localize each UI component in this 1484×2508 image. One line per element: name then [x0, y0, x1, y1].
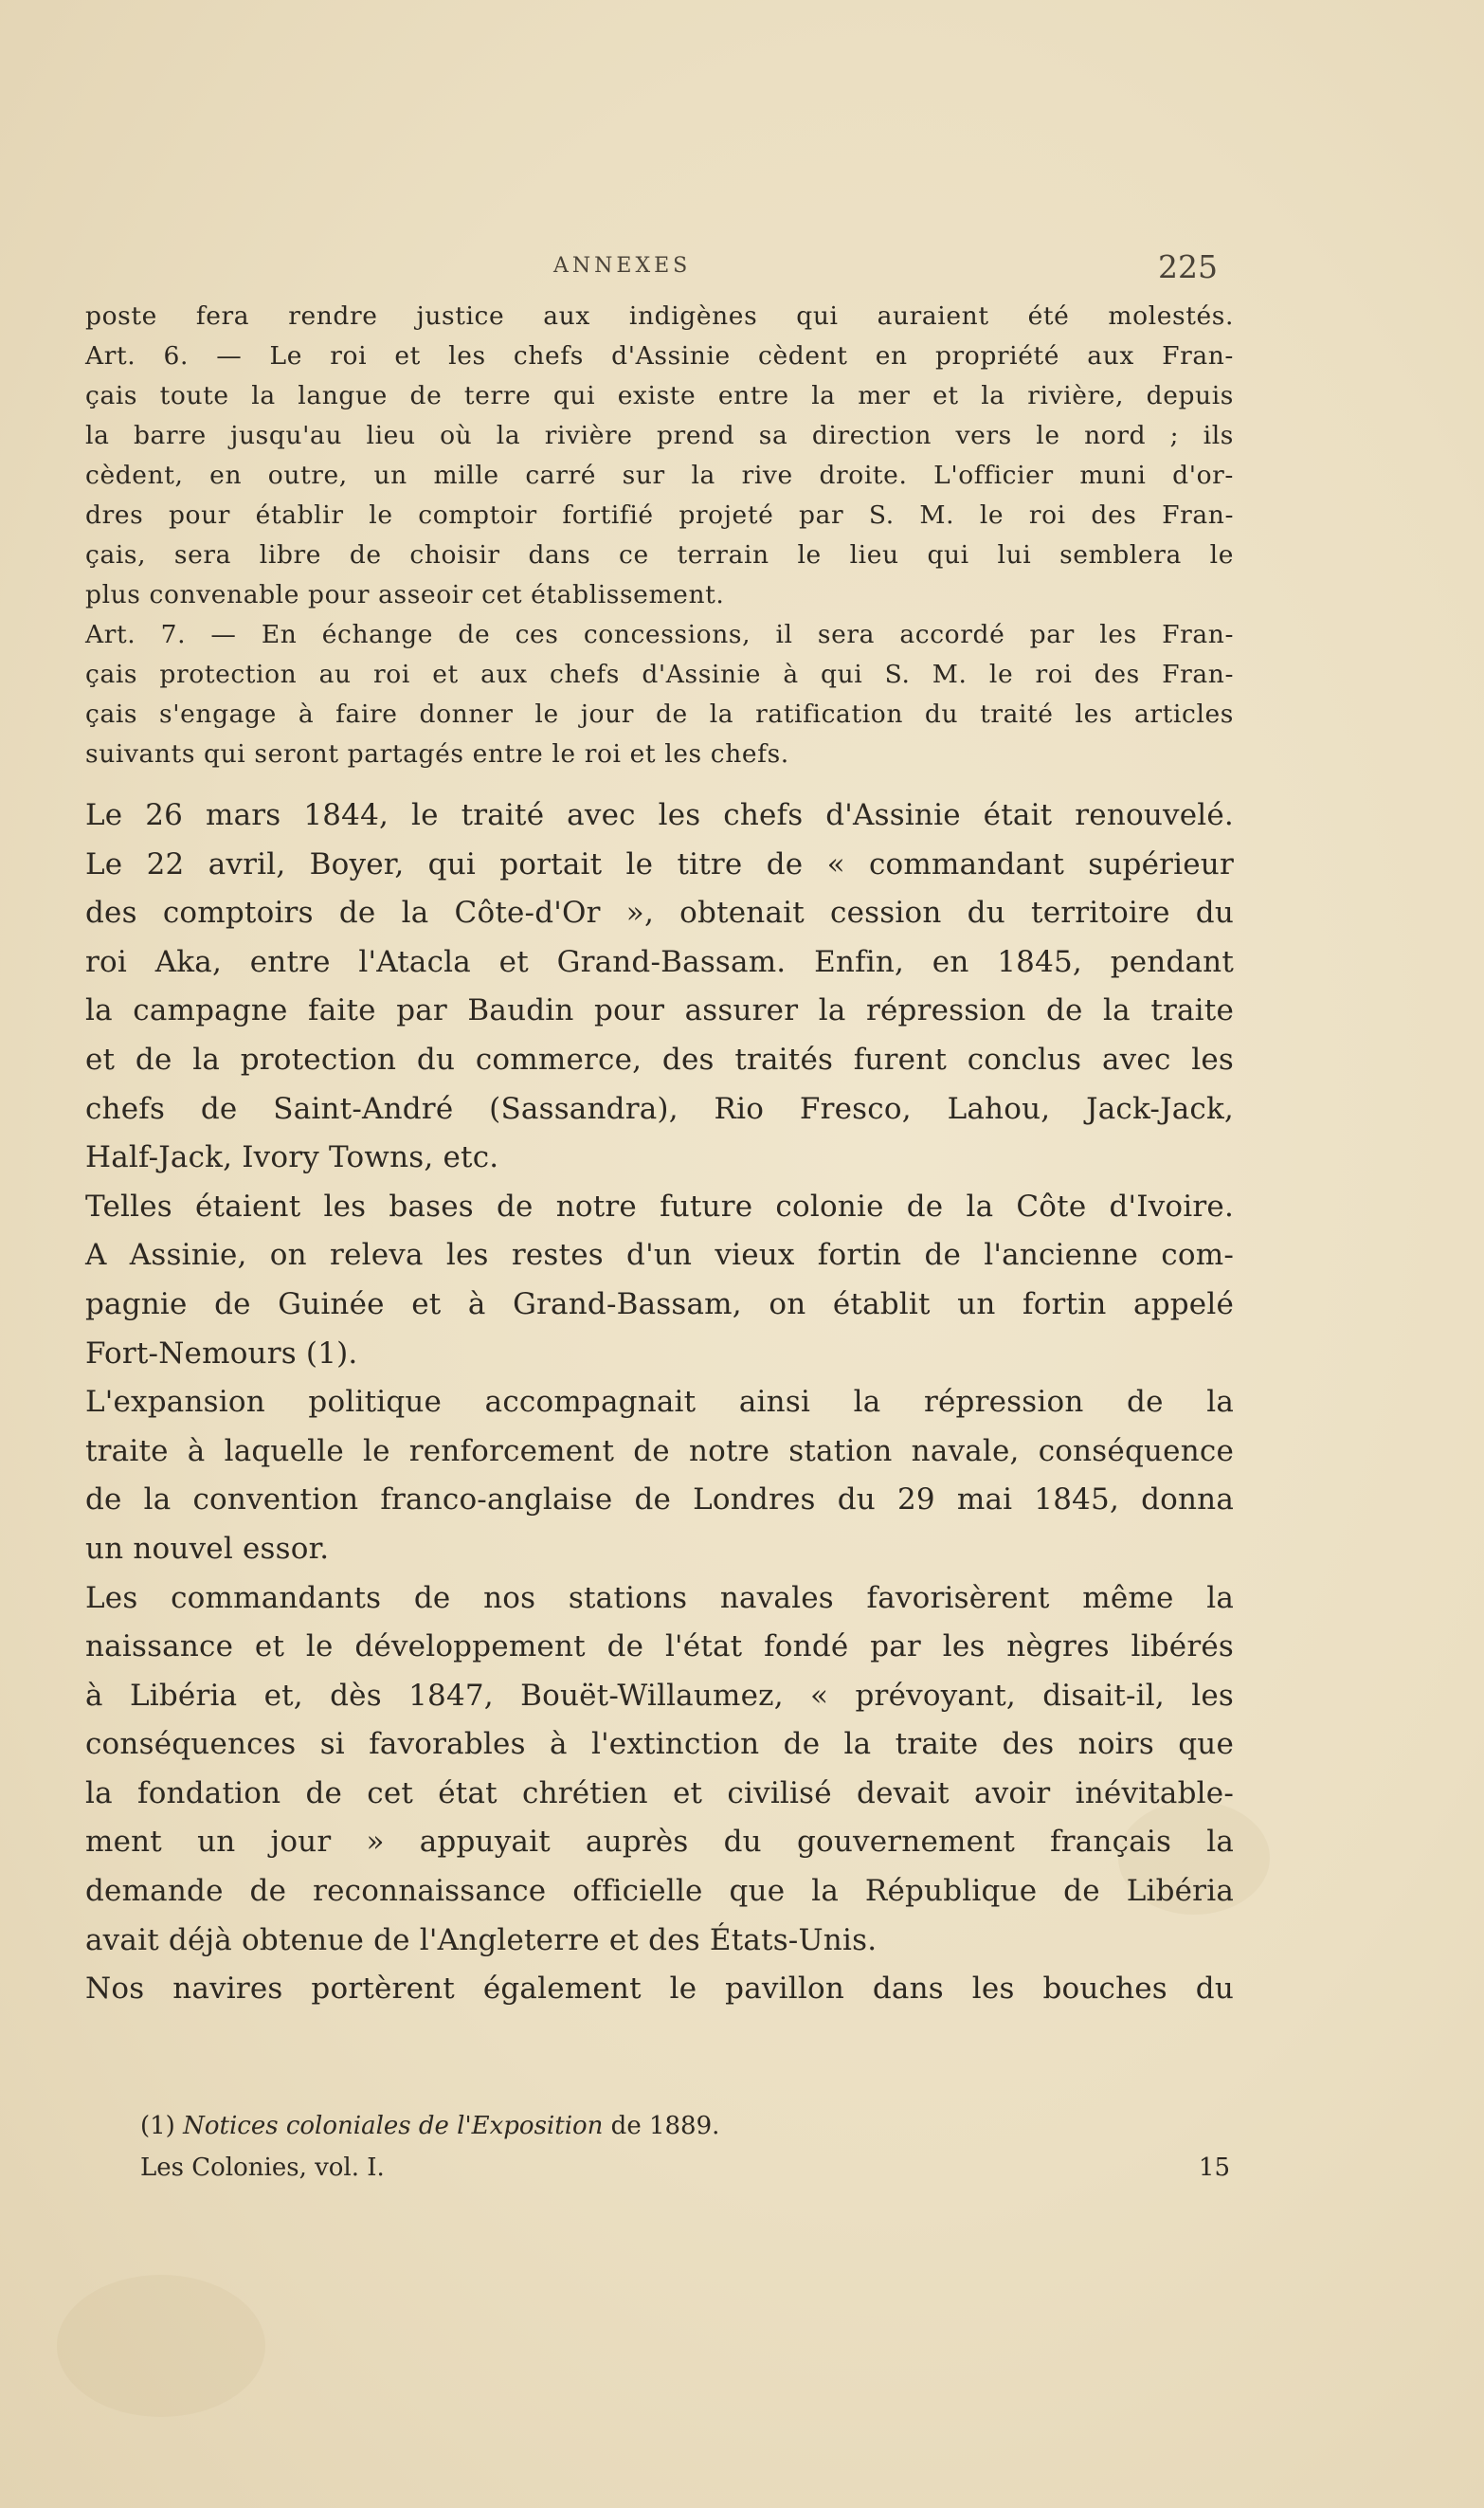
- text-line: Art. 7. — En échange de ces concessions, il sera accordé par les Fran-: [85, 620, 1234, 649]
- text-line: Half-Jack, Ivory Towns, etc.: [85, 1140, 499, 1175]
- running-title: ANNEXES: [553, 254, 692, 278]
- signature-mark: 15: [1198, 2154, 1230, 2182]
- text-line: çais s'engage à faire donner le jour de la ratification du traité les articles: [85, 700, 1234, 729]
- text-line: la fondation de cet état chrétien et civilisé devait avoir inévitable-: [85, 1775, 1234, 1810]
- text-line: A Assinie, on releva les restes d'un vieux fortin de l'ancienne com-: [85, 1238, 1234, 1273]
- text-line: Le 22 avril, Boyer, qui portait le titre de « commandant supérieur: [85, 846, 1234, 881]
- text-line: çais protection au roi et aux chefs d'Assinie à qui S. M. le roi des Fran-: [85, 660, 1234, 689]
- text-line: roi Aka, entre l'Atacla et Grand-Bassam. Enfin, en 1845, pendant: [85, 944, 1234, 979]
- text-line: demande de reconnaissance officielle que la République de Libéria: [85, 1874, 1234, 1909]
- text-line: la barre jusqu'au lieu où la rivière prend sa direction vers le nord ; ils: [85, 421, 1234, 450]
- text-line: poste fera rendre justice aux indigènes qui auraient été molestés.: [85, 301, 1234, 331]
- paper-stain: [57, 2275, 265, 2417]
- page-header: [0, 248, 1484, 292]
- treaty-articles: [85, 301, 1234, 779]
- text-line: Nos navires portèrent également le pavillon dans les bouches du: [85, 1972, 1234, 2007]
- footnote-area: [140, 2112, 1230, 2195]
- text-line: Le 26 mars 1844, le traité avec les chefs d'Assinie était renouvelé.: [85, 798, 1234, 832]
- text-line: suivants qui seront partagés entre le roi et les chefs.: [85, 739, 789, 769]
- section-gap: [85, 779, 1234, 798]
- signature: Les Colonies, vol. I.: [140, 2154, 385, 2182]
- footnote-text: de 1889.: [610, 2112, 720, 2140]
- text-line: naissance et le développement de l'état fondé par les nègres libérés: [85, 1629, 1234, 1664]
- text-line: çais toute la langue de terre qui existe entre la mer et la rivière, depuis: [85, 381, 1234, 410]
- footnote: [140, 2112, 1230, 2154]
- text-line: dres pour établir le comptoir fortifié projeté par S. M. le roi des Fran-: [85, 500, 1234, 530]
- text-line: cèdent, en outre, un mille carré sur la rive droite. L'officier muni d'or-: [85, 461, 1234, 490]
- text-line: avait déjà obtenue de l'Angleterre et des États-Unis.: [85, 1922, 878, 1957]
- text-line: ment un jour » appuyait auprès du gouvernement français la: [85, 1825, 1234, 1860]
- text-line: çais, sera libre de choisir dans ce terrain le lieu qui lui semblera le: [85, 540, 1234, 570]
- text-line: Telles étaient les bases de notre future colonie de la Côte d'Ivoire.: [85, 1189, 1234, 1224]
- text-line: un nouvel essor.: [85, 1531, 330, 1566]
- page-body: [85, 301, 1234, 2021]
- text-line: des comptoirs de la Côte-d'Or », obtenait cession du territoire du: [85, 896, 1234, 931]
- text-line: plus convenable pour asseoir cet établissement.: [85, 580, 725, 609]
- footnote-title: Notices coloniales de l'Exposition: [183, 2112, 604, 2140]
- text-line: conséquences si favorables à l'extinction de la traite des noirs que: [85, 1727, 1234, 1762]
- text-line: L'expansion politique accompagnait ainsi la répression de la: [85, 1385, 1234, 1420]
- text-line: et de la protection du commerce, des traités furent conclus avec les: [85, 1042, 1234, 1077]
- text-line: Art. 6. — Le roi et les chefs d'Assinie cèdent en propriété aux Fran-: [85, 341, 1234, 371]
- text-line: Les commandants de nos stations navales favorisèrent même la: [85, 1580, 1234, 1615]
- signature-line: [140, 2154, 1230, 2195]
- text-line: chefs de Saint-André (Sassandra), Rio Fresco, Lahou, Jack-Jack,: [85, 1091, 1234, 1126]
- text-line: pagnie de Guinée et à Grand-Bassam, on établit un fortin appelé: [85, 1286, 1234, 1321]
- main-text: [85, 798, 1234, 2021]
- text-line: traite à laquelle le renforcement de notre station navale, conséquence: [85, 1433, 1234, 1468]
- footnote-marker: (1): [140, 2112, 175, 2140]
- text-line: de la convention franco-anglaise de Londres du 29 mai 1845, donna: [85, 1482, 1234, 1518]
- page-number: 225: [1158, 248, 1218, 285]
- text-line: à Libéria et, dès 1847, Bouët-Willaumez, « prévoyant, disait-il, les: [85, 1678, 1234, 1713]
- text-line: Fort-Nemours (1).: [85, 1336, 358, 1371]
- text-line: la campagne faite par Baudin pour assurer la répression de la traite: [85, 993, 1234, 1028]
